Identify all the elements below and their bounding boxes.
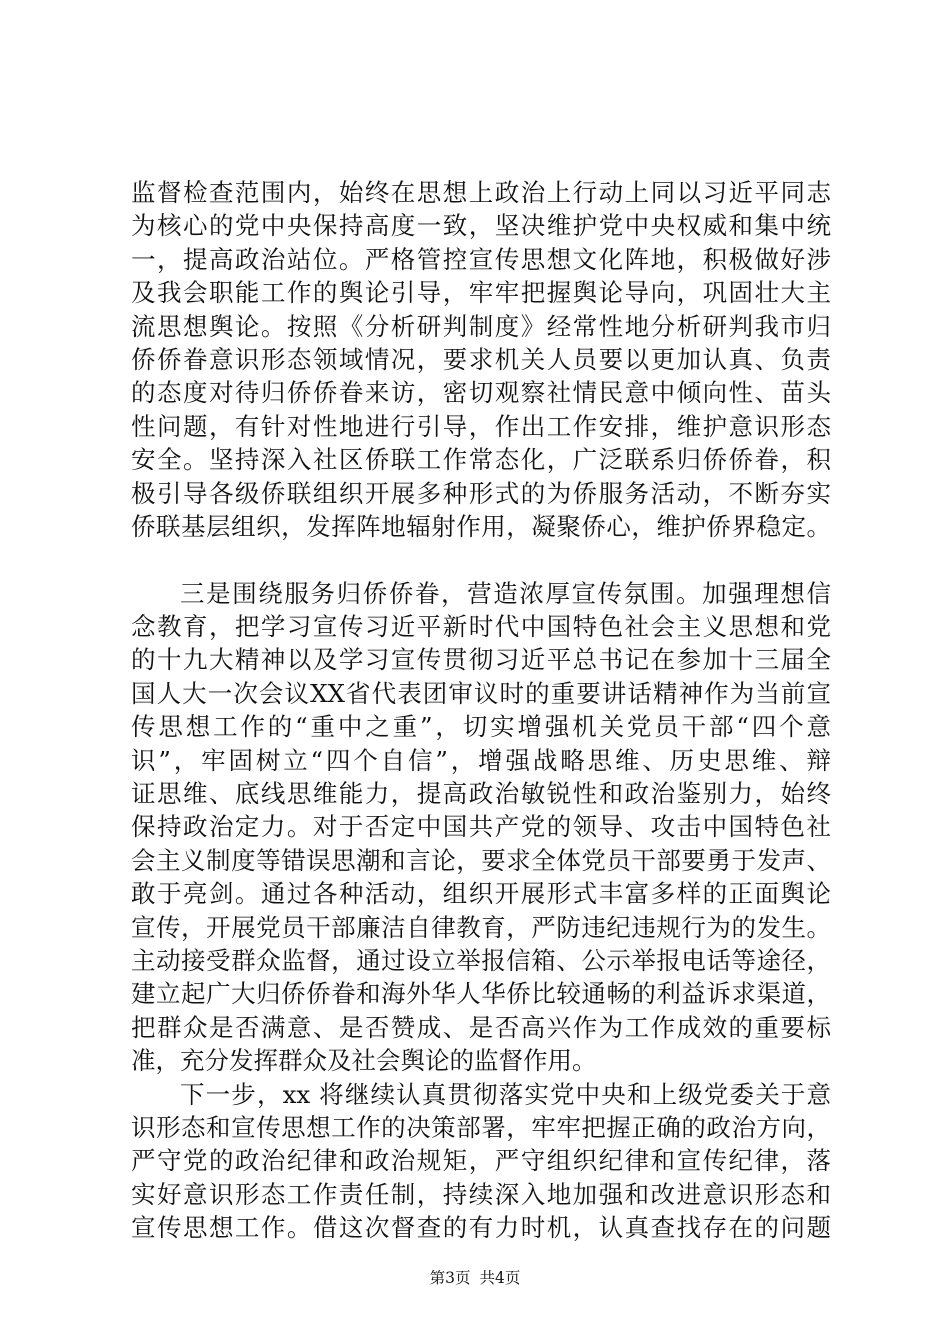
page-footer: [0, 1268, 950, 1288]
text-line: 会主义制度等错误思潮和言论，要求全体党员干部要勇于发声、: [131, 845, 831, 875]
paragraph-2: [131, 577, 831, 1078]
text-line: 的态度对待归侨侨眷来访，密切观察社情民意中倾向性、苗头: [131, 378, 831, 408]
text-line: 念教育，把学习宣传习近平新时代中国特色社会主义思想和党: [131, 612, 831, 642]
paragraph-3: [131, 1078, 831, 1245]
text-line: 监督检查范围内，始终在思想上政治上行动上同以习近平同志: [131, 178, 831, 207]
text-line: 保持政治定力。对于否定中国共产党的领导、攻击中国特色社: [131, 812, 831, 842]
text-line: 准，充分发挥群众及社会舆论的监督作用。: [131, 1046, 597, 1076]
text-line: 安全。坚持深入社区侨联工作常态化，广泛联系归侨侨眷，积: [131, 445, 831, 475]
text-line: 宣传思想工作。借这次督查的有力时机，认真查找存在的问题: [131, 1213, 831, 1243]
text-line: 传思想工作的“重中之重”，切实增强机关党员干部“四个意: [131, 712, 831, 742]
text-line: 的十九大精神以及学习宣传贯彻习近平总书记在参加十三届全: [131, 645, 831, 675]
paragraph-1: [131, 176, 831, 543]
text-line: 建立起广大归侨侨眷和海外华人华侨比较通畅的利益诉求渠道，: [131, 979, 831, 1009]
text-line: 下一步，xx 将继续认真贯彻落实党中央和上级党委关于意: [180, 1079, 831, 1109]
text-line: 主动接受群众监督，通过设立举报信箱、公示举报电话等途径，: [131, 945, 831, 975]
text-line: 一，提高政治站位。严格管控宣传思想文化阵地，积极做好涉: [131, 244, 831, 274]
text-line: 国人大一次会议XX省代表团审议时的重要讲话精神作为当前宣: [131, 678, 831, 708]
text-line: 识”，牢固树立“四个自信”，增强战略思维、历史思维、辩: [131, 745, 831, 775]
text-line: 把群众是否满意、是否赞成、是否高兴作为工作成效的重要标: [131, 1012, 831, 1042]
paragraph-gap: [131, 543, 831, 576]
page-number-label: 第3页 共4页: [429, 1269, 521, 1287]
text-line: 识形态和宣传思想工作的决策部署，牢牢把握正确的政治方向，: [131, 1112, 831, 1142]
text-line: 及我会职能工作的舆论引导，牢牢把握舆论导向，巩固壮大主: [131, 278, 831, 308]
text-line: 严守党的政治纪律和政治规矩，严守组织纪律和宣传纪律，落: [131, 1146, 831, 1176]
text-line: 敢于亮剑。通过各种活动，组织开展形式丰富多样的正面舆论: [131, 879, 831, 909]
document-body: [131, 176, 831, 1245]
text-line: 侨联基层组织，发挥阵地辐射作用，凝聚侨心，维护侨界稳定。: [131, 511, 831, 541]
text-line: 为核心的党中央保持高度一致，坚决维护党中央权威和集中统: [131, 211, 831, 241]
text-line: 宣传，开展党员干部廉洁自律教育，严防违纪违规行为的发生。: [131, 912, 831, 942]
text-line: 流思想舆论。按照《分析研判制度》经常性地分析研判我市归: [131, 311, 831, 341]
text-line: 极引导各级侨联组织开展多种形式的为侨服务活动，不断夯实: [131, 478, 831, 508]
text-line: 实好意识形态工作责任制，持续深入地加强和改进意识形态和: [131, 1179, 831, 1209]
text-line: 性问题，有针对性地进行引导，作出工作安排，维护意识形态: [131, 411, 831, 441]
text-line: 三是围绕服务归侨侨眷，营造浓厚宣传氛围。加强理想信: [180, 578, 831, 608]
text-line: 侨侨眷意识形态领域情况，要求机关人员要以更加认真、负责: [131, 344, 831, 374]
text-line: 证思维、底线思维能力，提高政治敏锐性和政治鉴别力，始终: [131, 779, 831, 809]
